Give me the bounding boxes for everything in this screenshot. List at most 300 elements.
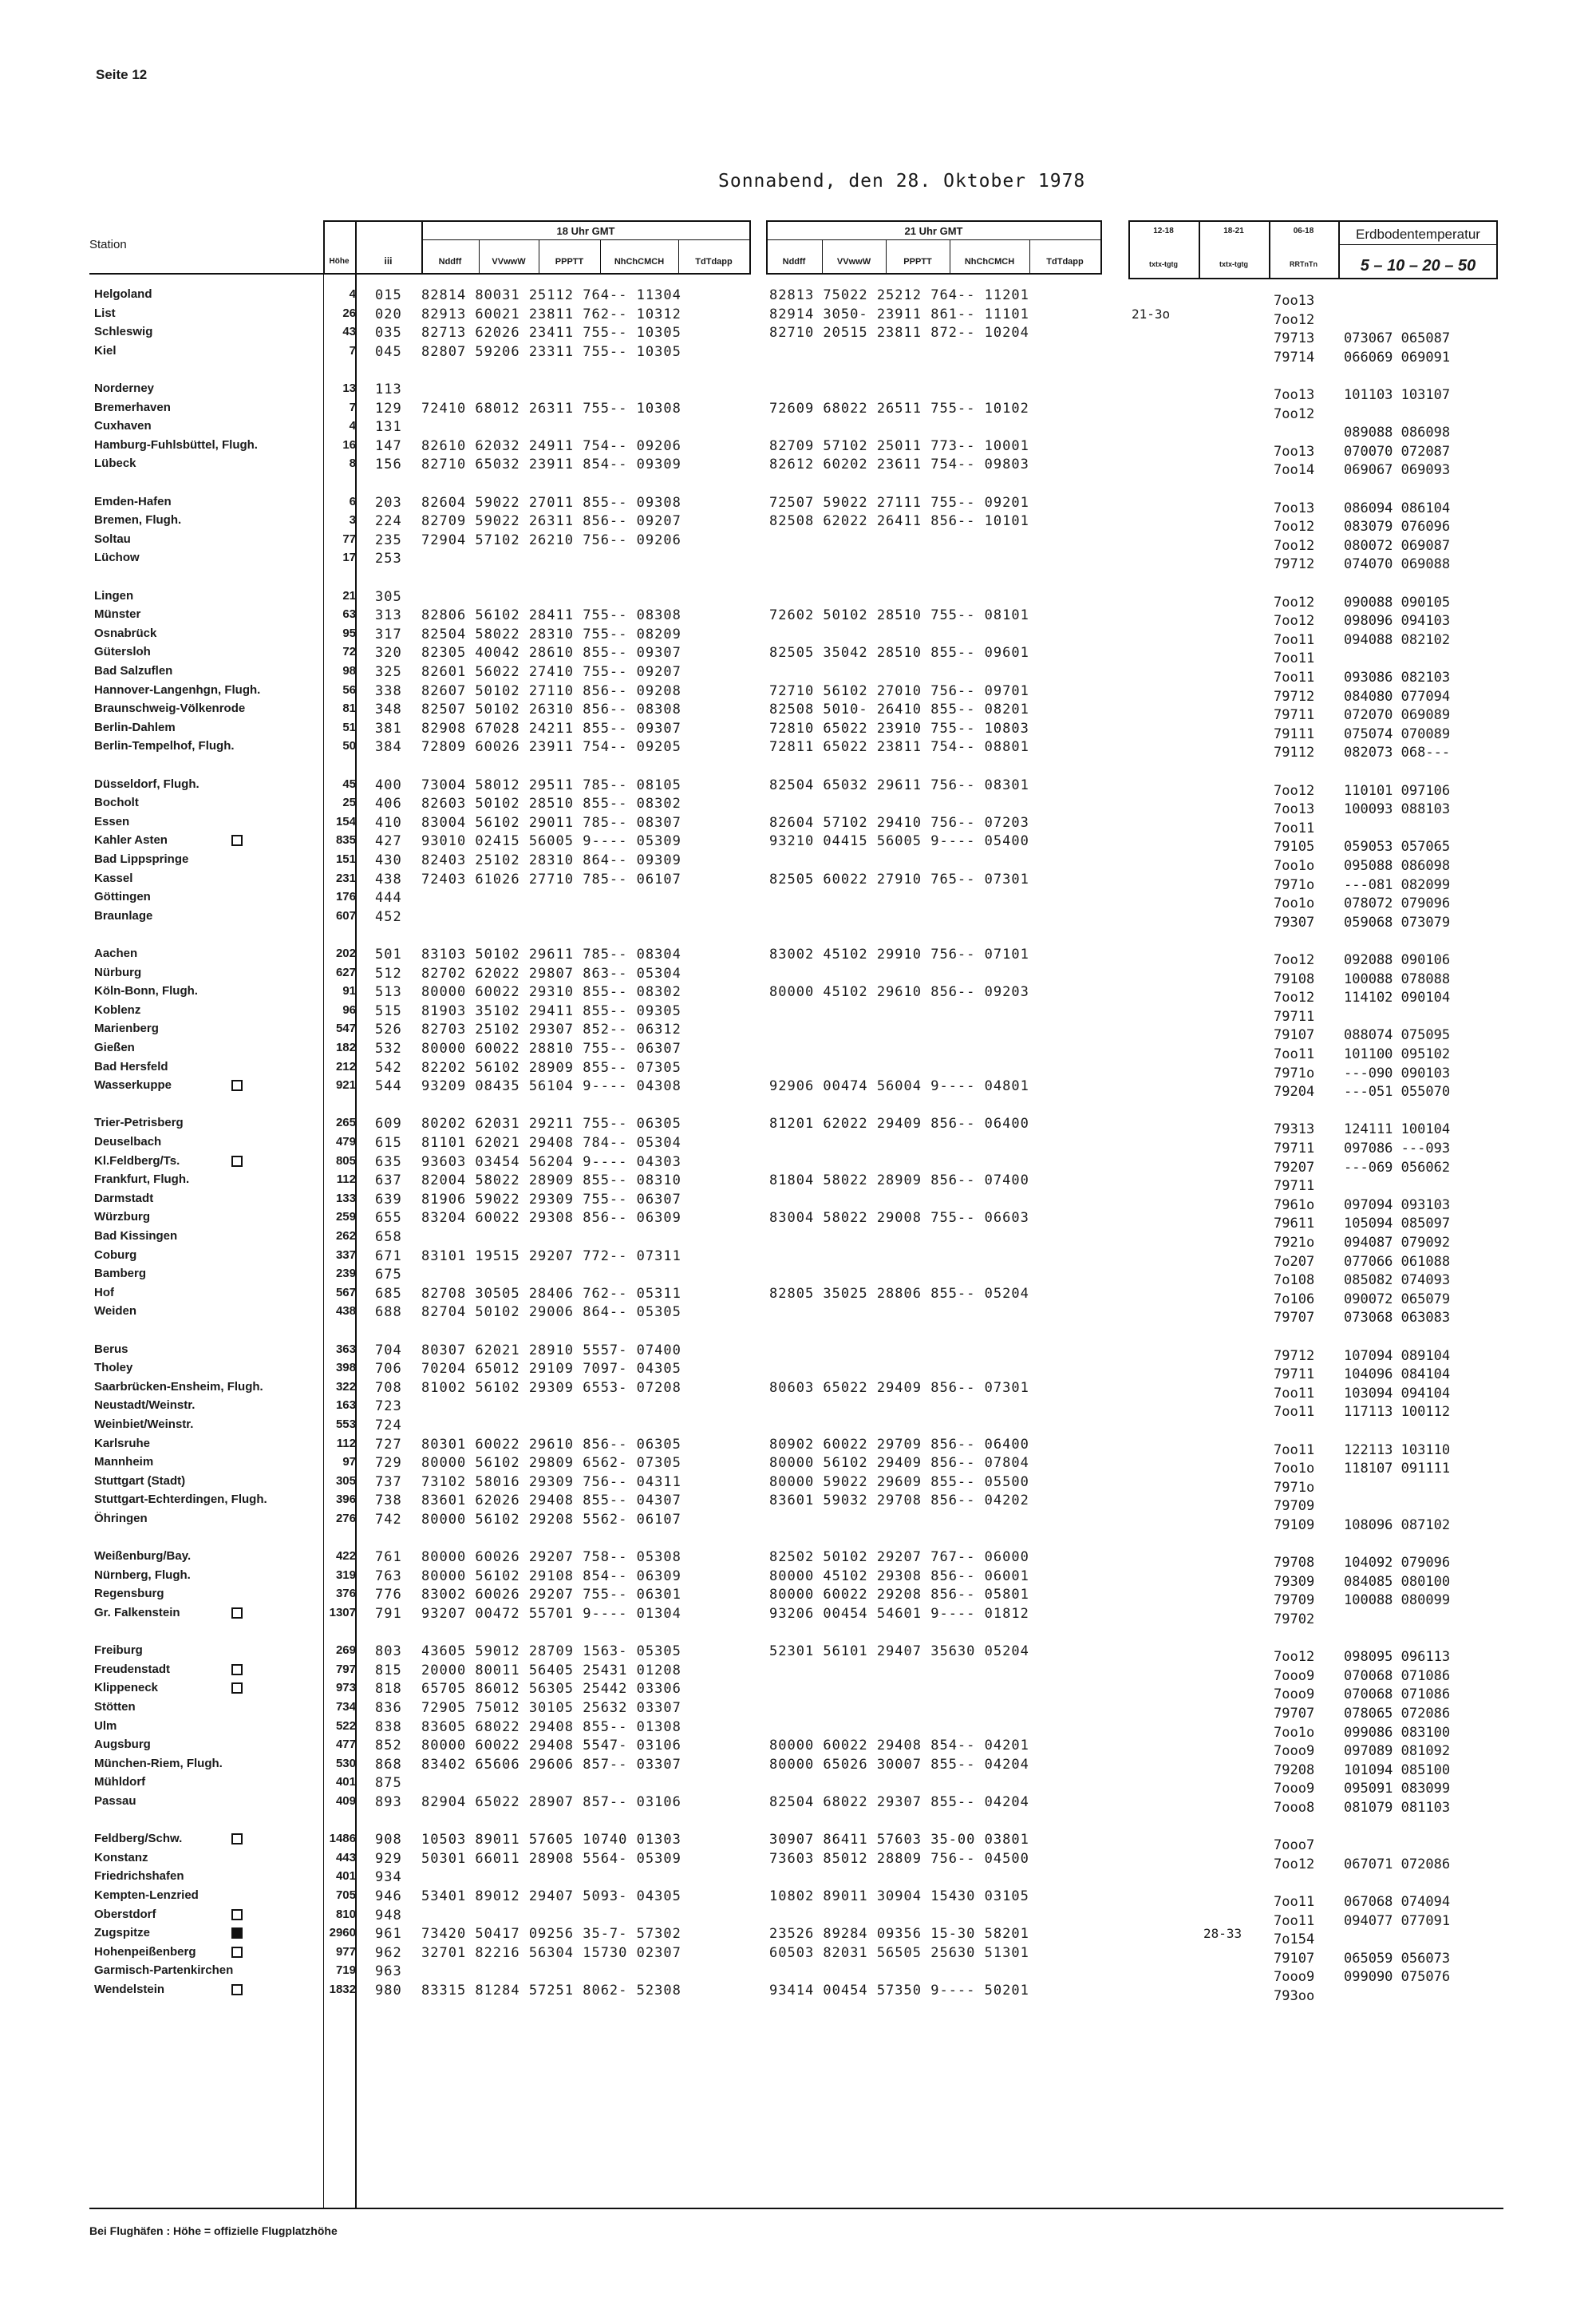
- obs-21-gmt: 82813 75022 25212 764-- 11201: [769, 287, 1029, 303]
- station-height: 231: [335, 871, 356, 885]
- rr-tn-06-18: 79307: [1274, 914, 1315, 931]
- table-row: [0, 1379, 1596, 1402]
- soil-temperature: 093086 082103: [1344, 670, 1451, 686]
- table-row: [0, 1606, 1596, 1627]
- obs-21-gmt: 83601 59032 29708 856-- 04202: [769, 1493, 1029, 1509]
- obs-21-gmt: 93414 00454 57350 9---- 50201: [769, 1983, 1029, 1999]
- header-18-col-3: PPPTT: [555, 257, 584, 267]
- rr-tn-06-18: 79204: [1274, 1084, 1315, 1101]
- station-number: 501: [375, 947, 402, 963]
- obs-18-gmt: 82807 59206 23311 755-- 10305: [421, 343, 681, 360]
- station-height: 6: [349, 494, 356, 508]
- station-height: 269: [335, 1643, 356, 1658]
- station-height: 396: [335, 1493, 356, 1507]
- obs-18-gmt: 70204 65012 29109 7097- 04305: [421, 1361, 681, 1378]
- station-height: 51: [342, 720, 356, 734]
- table-spacer-row: [0, 570, 1596, 586]
- obs-18-gmt: 82708 30505 28406 762-- 05311: [421, 1285, 681, 1302]
- station-height: 45: [342, 777, 356, 791]
- station-height: 77: [342, 532, 356, 546]
- soil-temperature: ---081 082099: [1344, 876, 1451, 893]
- obs-21-gmt: 60503 82031 56505 25630 51301: [769, 1944, 1029, 1961]
- station-number: 776: [375, 1587, 402, 1603]
- rr-tn-06-18: 79108: [1274, 971, 1315, 987]
- station-height: 401: [335, 1775, 356, 1789]
- station-number: 763: [375, 1568, 402, 1584]
- table-spacer-row: [0, 927, 1596, 943]
- station-number: 320: [375, 645, 402, 662]
- soil-temperature: 104096 084104: [1344, 1366, 1451, 1383]
- rr-tn-06-18: 7ooo7: [1274, 1837, 1315, 1854]
- table-row: [0, 965, 1596, 987]
- table-spacer-row: [0, 476, 1596, 492]
- obs-18-gmt: 72809 60026 23911 754-- 09205: [421, 739, 681, 756]
- station-number: 875: [375, 1775, 402, 1792]
- station-height: 91: [342, 984, 356, 998]
- station-height: 4: [349, 419, 356, 433]
- station-name: Gießen: [94, 1041, 135, 1054]
- station-number: 452: [375, 908, 402, 925]
- rr-tn-06-18: 7oo11: [1274, 1441, 1315, 1458]
- station-name: Lübeck: [94, 457, 136, 471]
- station-number: 738: [375, 1493, 402, 1509]
- obs-18-gmt: 72904 57102 26210 756-- 09206: [421, 532, 681, 548]
- station-number: 444: [375, 890, 402, 907]
- station-height: 16: [342, 437, 356, 452]
- soil-temperature: 069067 069093: [1344, 462, 1451, 479]
- soil-temperature: 088074 075095: [1344, 1027, 1451, 1044]
- obs-21-gmt: 80000 59022 29609 855-- 05500: [769, 1473, 1029, 1490]
- station-number: 015: [375, 287, 402, 303]
- table-spacer-row: [0, 1813, 1596, 1829]
- station-height: 97: [342, 1455, 356, 1469]
- rr-tn-06-18: 7oo1o: [1274, 858, 1315, 874]
- table-row: [0, 1963, 1596, 1986]
- station-name: Stuttgart (Stadt): [94, 1473, 186, 1488]
- station-name: Mühldorf: [94, 1775, 146, 1789]
- station-name: Bad Salzuflen: [94, 664, 173, 678]
- soil-temperature: 059053 057065: [1344, 839, 1451, 856]
- station-height: 4: [349, 287, 356, 301]
- table-spacer-row: [0, 1097, 1596, 1113]
- station-height: 96: [342, 1002, 356, 1017]
- station-number: 836: [375, 1700, 402, 1716]
- station-name: Nürnberg, Flugh.: [94, 1568, 191, 1582]
- station-height: 567: [335, 1285, 356, 1299]
- rr-tn-06-18: 7oo12: [1274, 782, 1315, 799]
- station-number: 512: [375, 965, 402, 982]
- obs-21-gmt: 23526 89284 09356 15-30 58201: [769, 1926, 1029, 1943]
- rr-tn-06-18: 7961o: [1274, 1196, 1315, 1213]
- station-name: Hof: [94, 1285, 114, 1299]
- soil-temperature: 090088 090105: [1344, 594, 1451, 611]
- station-name: Freiburg: [94, 1643, 143, 1658]
- rr-tn-06-18: 79711: [1274, 707, 1315, 724]
- rr-tn-06-18: 7ooo9: [1274, 1667, 1315, 1684]
- station-number: 438: [375, 871, 402, 888]
- station-height: 409: [335, 1794, 356, 1808]
- station-number: 317: [375, 626, 402, 642]
- obs-18-gmt: 83004 56102 29011 785-- 08307: [421, 814, 681, 831]
- rr-tn-06-18: 79207: [1274, 1159, 1315, 1176]
- soil-temperature: 105094 085097: [1344, 1216, 1451, 1232]
- rr-tn-06-18: 7oo11: [1274, 650, 1315, 667]
- station-number: 020: [375, 306, 402, 322]
- station-height: 322: [335, 1379, 356, 1394]
- obs-18-gmt: 80000 60026 29207 758-- 05308: [421, 1549, 681, 1566]
- station-number: 791: [375, 1606, 402, 1622]
- obs-18-gmt: 32701 82216 56304 15730 02307: [421, 1944, 681, 1961]
- station-number: 723: [375, 1398, 402, 1415]
- obs-18-gmt: 10503 89011 57605 10740 01303: [421, 1832, 681, 1848]
- table-row: [0, 626, 1596, 648]
- station-height: 376: [335, 1587, 356, 1601]
- obs-21-gmt: 72810 65022 23910 755-- 10803: [769, 720, 1029, 737]
- station-height: 265: [335, 1116, 356, 1130]
- table-row: [0, 777, 1596, 799]
- header-18-col-2: VVwwW: [492, 257, 526, 267]
- soil-temperature: 098095 096113: [1344, 1649, 1451, 1666]
- station-name: Klippeneck: [94, 1681, 159, 1695]
- station-height: 212: [335, 1059, 356, 1073]
- station-name: Trier-Petrisberg: [94, 1116, 184, 1130]
- obs-18-gmt: 82703 25102 29307 852-- 06312: [421, 1022, 681, 1038]
- rr-tn-06-18: 79702: [1274, 1611, 1315, 1627]
- station-height: 112: [336, 1172, 356, 1187]
- obs-18-gmt: 72410 68012 26311 755-- 10308: [421, 400, 681, 417]
- station-number: 729: [375, 1455, 402, 1472]
- soil-temperature: 094087 079092: [1344, 1235, 1451, 1251]
- station-number: 224: [375, 513, 402, 530]
- obs-18-gmt: 82908 67028 24211 855-- 09307: [421, 720, 681, 737]
- station-name: Düsseldorf, Flugh.: [94, 777, 200, 791]
- station-name: Darmstadt: [94, 1191, 154, 1205]
- soil-temperature: 100088 078088: [1344, 971, 1451, 987]
- rr-tn-06-18: 79107: [1274, 1950, 1315, 1967]
- rr-tn-06-18: 7oo12: [1274, 1649, 1315, 1666]
- station-height: 276: [335, 1512, 356, 1525]
- rr-tn-06-18: 7oo11: [1274, 631, 1315, 648]
- station-name: Frankfurt, Flugh.: [94, 1172, 190, 1187]
- station-name: Kahler Asten: [94, 833, 168, 848]
- obs-21-gmt: 72507 59022 27111 755-- 09201: [769, 494, 1029, 511]
- station-number: 688: [375, 1304, 402, 1321]
- header-erdbodentemperatur: Erdbodentemperatur: [1356, 227, 1480, 242]
- station-height: 734: [335, 1700, 356, 1714]
- station-number: 532: [375, 1041, 402, 1057]
- station-number: 430: [375, 852, 402, 868]
- station-name: Weißenburg/Bay.: [94, 1549, 192, 1564]
- table-row: [0, 1700, 1596, 1722]
- rr-tn-06-18: 7oo12: [1274, 613, 1315, 630]
- soil-temperature: 074070 069088: [1344, 556, 1451, 573]
- station-height: 477: [335, 1738, 356, 1752]
- table-row: [0, 588, 1596, 611]
- station-number: 737: [375, 1473, 402, 1490]
- obs-18-gmt: 82403 25102 28310 864-- 09309: [421, 852, 681, 868]
- obs-21-gmt: 93206 00454 54601 9---- 01812: [769, 1606, 1029, 1622]
- rr-tn-06-18: 7o106: [1274, 1291, 1315, 1307]
- station-name: Passau: [94, 1794, 136, 1808]
- obs-21-gmt: 82914 3050- 23911 861-- 11101: [769, 306, 1029, 322]
- station-name: Aachen: [94, 947, 138, 960]
- station-number: 637: [375, 1172, 402, 1189]
- soil-temperature: 073068 063083: [1344, 1310, 1451, 1326]
- rr-tn-06-18: 79208: [1274, 1761, 1315, 1778]
- table-row: [0, 1436, 1596, 1458]
- obs-18-gmt: 82806 56102 28411 755-- 08308: [421, 607, 681, 624]
- rr-tn-06-18: 7oo12: [1274, 405, 1315, 422]
- header-18-col-4: NhChCMCH: [614, 257, 665, 267]
- station-number: 338: [375, 682, 402, 699]
- station-height: 607: [335, 908, 356, 923]
- rr-tn-06-18: 7oo12: [1274, 952, 1315, 968]
- station-height: 63: [342, 607, 356, 622]
- station-name: München-Riem, Flugh.: [94, 1756, 223, 1770]
- rr-tn-06-18: 7oo1o: [1274, 1724, 1315, 1741]
- station-name: Weiden: [94, 1304, 137, 1319]
- station-name: Marienberg: [94, 1022, 159, 1036]
- soil-temperature: 094088 082102: [1344, 631, 1451, 648]
- rr-tn-06-18: 79708: [1274, 1555, 1315, 1572]
- station-number: 655: [375, 1210, 402, 1227]
- table-row: [0, 720, 1596, 742]
- station-height: 977: [335, 1944, 356, 1959]
- station-name: Braunschweig-Völkenrode: [94, 702, 246, 716]
- obs-21-gmt: 82604 57102 29410 756-- 07203: [769, 814, 1029, 831]
- obs-18-gmt: 93207 00472 55701 9---- 01304: [421, 1606, 681, 1622]
- station-name: Göttingen: [94, 890, 151, 904]
- soil-temperature: 077066 061088: [1344, 1253, 1451, 1270]
- obs-18-gmt: 83204 60022 29308 856-- 06309: [421, 1210, 681, 1227]
- station-name: Schleswig: [94, 325, 153, 339]
- obs-18-gmt: 93209 08435 56104 9---- 04308: [421, 1078, 681, 1095]
- obs-18-gmt: 81903 35102 29411 855-- 09305: [421, 1002, 681, 1019]
- station-name: Wendelstein: [94, 1983, 165, 1996]
- soil-temperature: 090072 065079: [1344, 1291, 1451, 1307]
- obs-18-gmt: 82504 58022 28310 755-- 08209: [421, 626, 681, 642]
- open-square-icon: [231, 1156, 243, 1167]
- station-height: 627: [335, 965, 356, 979]
- table-row: [0, 682, 1596, 705]
- rr-tn-06-18: 7oo12: [1274, 990, 1315, 1006]
- obs-18-gmt: 82305 40042 28610 855-- 09307: [421, 645, 681, 662]
- obs-18-gmt: 83101 19515 29207 772-- 07311: [421, 1247, 681, 1264]
- station-name: Karlsruhe: [94, 1436, 151, 1450]
- obs-18-gmt: 80000 56102 29208 5562- 06107: [421, 1512, 681, 1528]
- station-name: Stuttgart-Echterdingen, Flugh.: [94, 1493, 267, 1507]
- station-number: 934: [375, 1869, 402, 1886]
- table-row: [0, 1153, 1596, 1176]
- obs-18-gmt: 72403 61026 27710 785-- 06107: [421, 871, 681, 888]
- station-name: Stötten: [94, 1700, 136, 1714]
- obs-21-gmt: 80603 65022 29409 856-- 07301: [769, 1379, 1029, 1396]
- table-row: [0, 343, 1596, 366]
- station-name: Cuxhaven: [94, 419, 152, 433]
- rr-tn-06-18: 79707: [1274, 1310, 1315, 1326]
- table-row: [0, 1944, 1596, 1967]
- rr-tn-06-18: 7oo12: [1274, 1856, 1315, 1872]
- station-name: Münster: [94, 607, 141, 622]
- rr-tn-06-18: 79309: [1274, 1573, 1315, 1590]
- station-number: 818: [375, 1681, 402, 1698]
- obs-18-gmt: 82601 56022 27410 755-- 09207: [421, 664, 681, 680]
- rr-tn-06-18: 793oo: [1274, 1988, 1315, 2004]
- station-height: 522: [335, 1718, 356, 1733]
- station-name: Bad Lippspringe: [94, 852, 189, 866]
- soil-temperature: 097094 093103: [1344, 1196, 1451, 1213]
- station-number: 671: [375, 1247, 402, 1264]
- station-number: 675: [375, 1267, 402, 1283]
- table-row: [0, 1888, 1596, 1910]
- station-name: Öhringen: [94, 1512, 148, 1525]
- rr-tn-06-18: 7921o: [1274, 1235, 1315, 1251]
- table-row: [0, 1493, 1596, 1515]
- station-height: 202: [335, 947, 356, 960]
- obs-18-gmt: 73004 58012 29511 785-- 08105: [421, 777, 681, 793]
- table-row: [0, 1059, 1596, 1081]
- station-height: 705: [335, 1888, 356, 1902]
- station-number: 203: [375, 494, 402, 511]
- obs-21-gmt: 80000 45102 29610 856-- 09203: [769, 984, 1029, 1001]
- obs-21-gmt: 73603 85012 28809 756-- 04500: [769, 1850, 1029, 1867]
- rr-tn-06-18: 79105: [1274, 839, 1315, 856]
- soil-temperature: ---069 056062: [1344, 1159, 1451, 1176]
- station-height: 7: [349, 400, 356, 414]
- rr-tn-06-18: 7oo11: [1274, 1404, 1315, 1421]
- table-row: [0, 494, 1596, 516]
- station-name: Augsburg: [94, 1738, 151, 1752]
- obs-21-gmt: 80000 60022 29408 854-- 04201: [769, 1738, 1029, 1754]
- station-height: 112: [336, 1436, 356, 1450]
- station-number: 609: [375, 1116, 402, 1133]
- station-number: 147: [375, 437, 402, 454]
- soil-temperature: 078065 072086: [1344, 1706, 1451, 1722]
- soil-temperature: 114102 090104: [1344, 990, 1451, 1006]
- station-name: Bremen, Flugh.: [94, 513, 182, 528]
- obs-21-gmt: 72710 56102 27010 756-- 09701: [769, 682, 1029, 699]
- station-number: 658: [375, 1229, 402, 1245]
- obs-21-gmt: 10802 89011 30904 15430 03105: [769, 1888, 1029, 1904]
- rr-tn-06-18: 79713: [1274, 330, 1315, 347]
- header-station: Station: [89, 238, 127, 251]
- soil-temperature: 067068 074094: [1344, 1894, 1451, 1910]
- station-number: 635: [375, 1153, 402, 1170]
- obs-18-gmt: 93010 02415 56005 9---- 05309: [421, 833, 681, 850]
- table-row: [0, 287, 1596, 309]
- station-number: 542: [375, 1059, 402, 1076]
- table-row: [0, 1304, 1596, 1326]
- station-name: Lingen: [94, 588, 134, 603]
- station-name: Essen: [94, 814, 130, 828]
- header-sub-1: txtx-tgtg: [1149, 260, 1178, 268]
- station-number: 131: [375, 419, 402, 436]
- table-row: [0, 1907, 1596, 1929]
- station-height: 835: [335, 833, 356, 848]
- station-name: Bremerhaven: [94, 400, 171, 414]
- rr-tn-06-18: 7o108: [1274, 1272, 1315, 1289]
- table-row: [0, 1794, 1596, 1816]
- table-row: [0, 1662, 1596, 1684]
- station-number: 410: [375, 814, 402, 831]
- table-row: [0, 1116, 1596, 1138]
- station-number: 045: [375, 343, 402, 360]
- station-number: 704: [375, 1342, 402, 1358]
- station-name: Berlin-Dahlem: [94, 720, 176, 734]
- soil-temperature: 100088 080099: [1344, 1592, 1451, 1609]
- table-row: [0, 1643, 1596, 1666]
- obs-21-gmt: 83002 45102 29910 756-- 07101: [769, 947, 1029, 963]
- station-number: 615: [375, 1135, 402, 1151]
- soil-temperature: 104092 079096: [1344, 1555, 1451, 1572]
- table-row: [0, 1512, 1596, 1533]
- station-height: 72: [342, 645, 356, 659]
- station-height: 182: [335, 1041, 356, 1054]
- obs-21-gmt: 82710 20515 23811 872-- 10204: [769, 325, 1029, 342]
- rr-tn-06-18: 7oo13: [1274, 500, 1315, 516]
- table-row: [0, 1549, 1596, 1572]
- soil-temperature: 101094 085100: [1344, 1761, 1451, 1778]
- rr-tn-06-18: 79712: [1274, 1347, 1315, 1364]
- obs-18-gmt: 83103 50102 29611 785-- 08304: [421, 947, 681, 963]
- soil-temperature: ---090 090103: [1344, 1065, 1451, 1081]
- rr-tn-06-18: 79711: [1274, 1366, 1315, 1383]
- station-number: 129: [375, 400, 402, 417]
- station-number: 868: [375, 1756, 402, 1773]
- obs-21-gmt: 72811 65022 23811 754-- 08801: [769, 739, 1029, 756]
- station-name: List: [94, 306, 116, 320]
- temp-18-21: 28-33: [1203, 1926, 1242, 1942]
- obs-21-gmt: 81804 58022 28909 856-- 07400: [769, 1172, 1029, 1189]
- station-name: Kempten-Lenzried: [94, 1888, 199, 1902]
- soil-temperature: 101103 103107: [1344, 387, 1451, 403]
- station-name: Hamburg-Fuhlsbüttel, Flugh.: [94, 437, 258, 452]
- header-iii: iii: [384, 255, 393, 267]
- obs-18-gmt: 53401 89012 29407 5093- 04305: [421, 1888, 681, 1904]
- station-height: 401: [335, 1869, 356, 1884]
- rr-tn-06-18: 7oo12: [1274, 537, 1315, 554]
- table-row: [0, 871, 1596, 893]
- table-row: [0, 1718, 1596, 1741]
- station-number: 406: [375, 796, 402, 812]
- station-number: 946: [375, 1888, 402, 1904]
- temp-12-18: 21-3o: [1132, 306, 1171, 322]
- obs-21-gmt: 82505 60022 27910 765-- 07301: [769, 871, 1029, 888]
- station-name: Wasserkuppe: [94, 1078, 172, 1093]
- table-row: [0, 1210, 1596, 1232]
- soil-temperature: 124111 100104: [1344, 1121, 1451, 1138]
- station-height: 438: [335, 1304, 356, 1319]
- obs-18-gmt: 50301 66011 28908 5564- 05309: [421, 1850, 681, 1867]
- rr-tn-06-18: 7oo1o: [1274, 896, 1315, 912]
- open-square-icon: [231, 1909, 243, 1920]
- station-name: Bad Kissingen: [94, 1229, 178, 1243]
- obs-21-gmt: 80000 56102 29409 856-- 07804: [769, 1455, 1029, 1472]
- soil-temperature: 085082 074093: [1344, 1272, 1451, 1289]
- station-number: 852: [375, 1738, 402, 1754]
- obs-18-gmt: 80307 62021 28910 5557- 07400: [421, 1342, 681, 1358]
- station-name: Kl.Feldberg/Ts.: [94, 1153, 180, 1168]
- soil-temperature: 097086 ---093: [1344, 1141, 1451, 1156]
- obs-18-gmt: 81002 56102 29309 6553- 07208: [421, 1379, 681, 1396]
- obs-18-gmt: 82202 56102 28909 855-- 07305: [421, 1059, 681, 1076]
- station-name: Freudenstadt: [94, 1662, 171, 1676]
- station-name: Gütersloh: [94, 645, 151, 659]
- obs-18-gmt: 82603 50102 28510 855-- 08302: [421, 796, 681, 812]
- header-21-col-1: Nddff: [782, 257, 806, 267]
- obs-21-gmt: 82709 57102 25011 773-- 10001: [769, 437, 1029, 454]
- obs-18-gmt: 82710 65032 23911 854-- 09309: [421, 457, 681, 473]
